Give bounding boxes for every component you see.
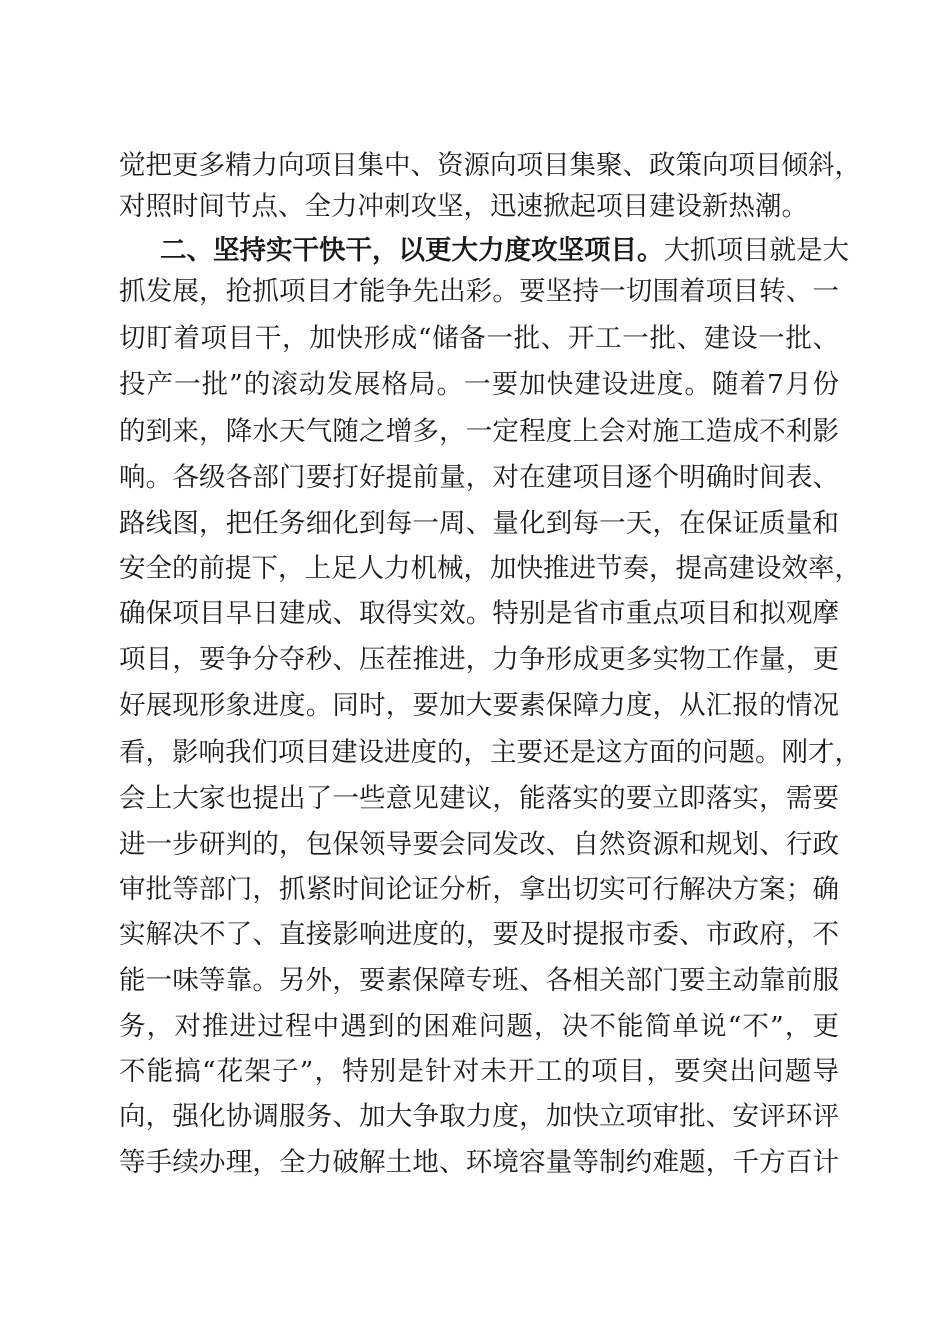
paragraph-line: 等手续办理，全力破解土地、环境容量等制约难题，千方百计 — [119, 1147, 839, 1178]
section-heading-line — [160, 231, 849, 271]
paragraph-line: 看，影响我们项目建设进度的，主要还是这方面的问题。刚才， — [119, 737, 861, 768]
paragraph-line: 不能搞“花架子”，特别是针对未开工的项目，要突出问题导 — [119, 1056, 839, 1087]
paragraph-line: 向，强化协调服务、加大争取力度，加快立项审批、安评环评 — [119, 1101, 839, 1132]
paragraph-line: 切盯着项目干，加快形成“储备一批、开工一批、建设一批、 — [119, 323, 839, 354]
paragraph-line: 投产一批”的滚动发展格局。一要加快建设进度。随着7月份 — [119, 369, 839, 400]
paragraph-line: 安全的前提下，上足人力机械，加快推进节奏，提高建设效率， — [119, 553, 861, 584]
paragraph-line: 务，对推进过程中遇到的困难问题，决不能简单说“不”，更 — [119, 1011, 839, 1042]
paragraph-line: 路线图，把任务细化到每一周、量化到每一天，在保证质量和 — [119, 508, 839, 539]
paragraph-line: 能一味等靠。另外，要素保障专班、各相关部门要主动靠前服 — [119, 965, 839, 996]
heading-line-text: 大抓项目就是大 — [663, 235, 849, 266]
paragraph-line: 抓发展，抢抓项目才能争先出彩。要坚持一切围着项目转、一 — [119, 276, 839, 307]
paragraph-line: 进一步研判的，包保领导要会同发改、自然资源和规划、行政 — [119, 829, 839, 860]
paragraph-line: 实解决不了、直接影响进度的，要及时提报市委、市政府，不 — [119, 919, 839, 950]
paragraph-line: 好展现形象进度。同时，要加大要素保障力度，从汇报的情况 — [119, 690, 839, 721]
paragraph-line: 的到来，降水天气随之增多，一定程度上会对施工造成不利影 — [119, 416, 839, 447]
paragraph-line: 对照时间节点、全力冲刺攻坚，迅速掀起项目建设新热潮。 — [119, 191, 808, 222]
paragraph-line: 项目，要争分夺秒、压茬推进，力争形成更多实物工作量，更 — [119, 644, 839, 675]
paragraph-line: 觉把更多精力向项目集中、资源向项目集聚、政策向项目倾斜， — [119, 150, 861, 181]
section-heading: 二、坚持实干快干，以更大力度攻坚项目。 — [160, 235, 664, 266]
paragraph-line: 响。各级各部门要打好提前量，对在建项目逐个明确时间表、 — [119, 462, 839, 493]
paragraph-line: 审批等部门，抓紧时间论证分析，拿出切实可行解决方案；确 — [119, 874, 839, 905]
paragraph-line: 确保项目早日建成、取得实效。特别是省市重点项目和拟观摩 — [119, 598, 839, 629]
paragraph-line: 会上大家也提出了一些意见建议，能落实的要立即落实，需要 — [119, 783, 839, 814]
